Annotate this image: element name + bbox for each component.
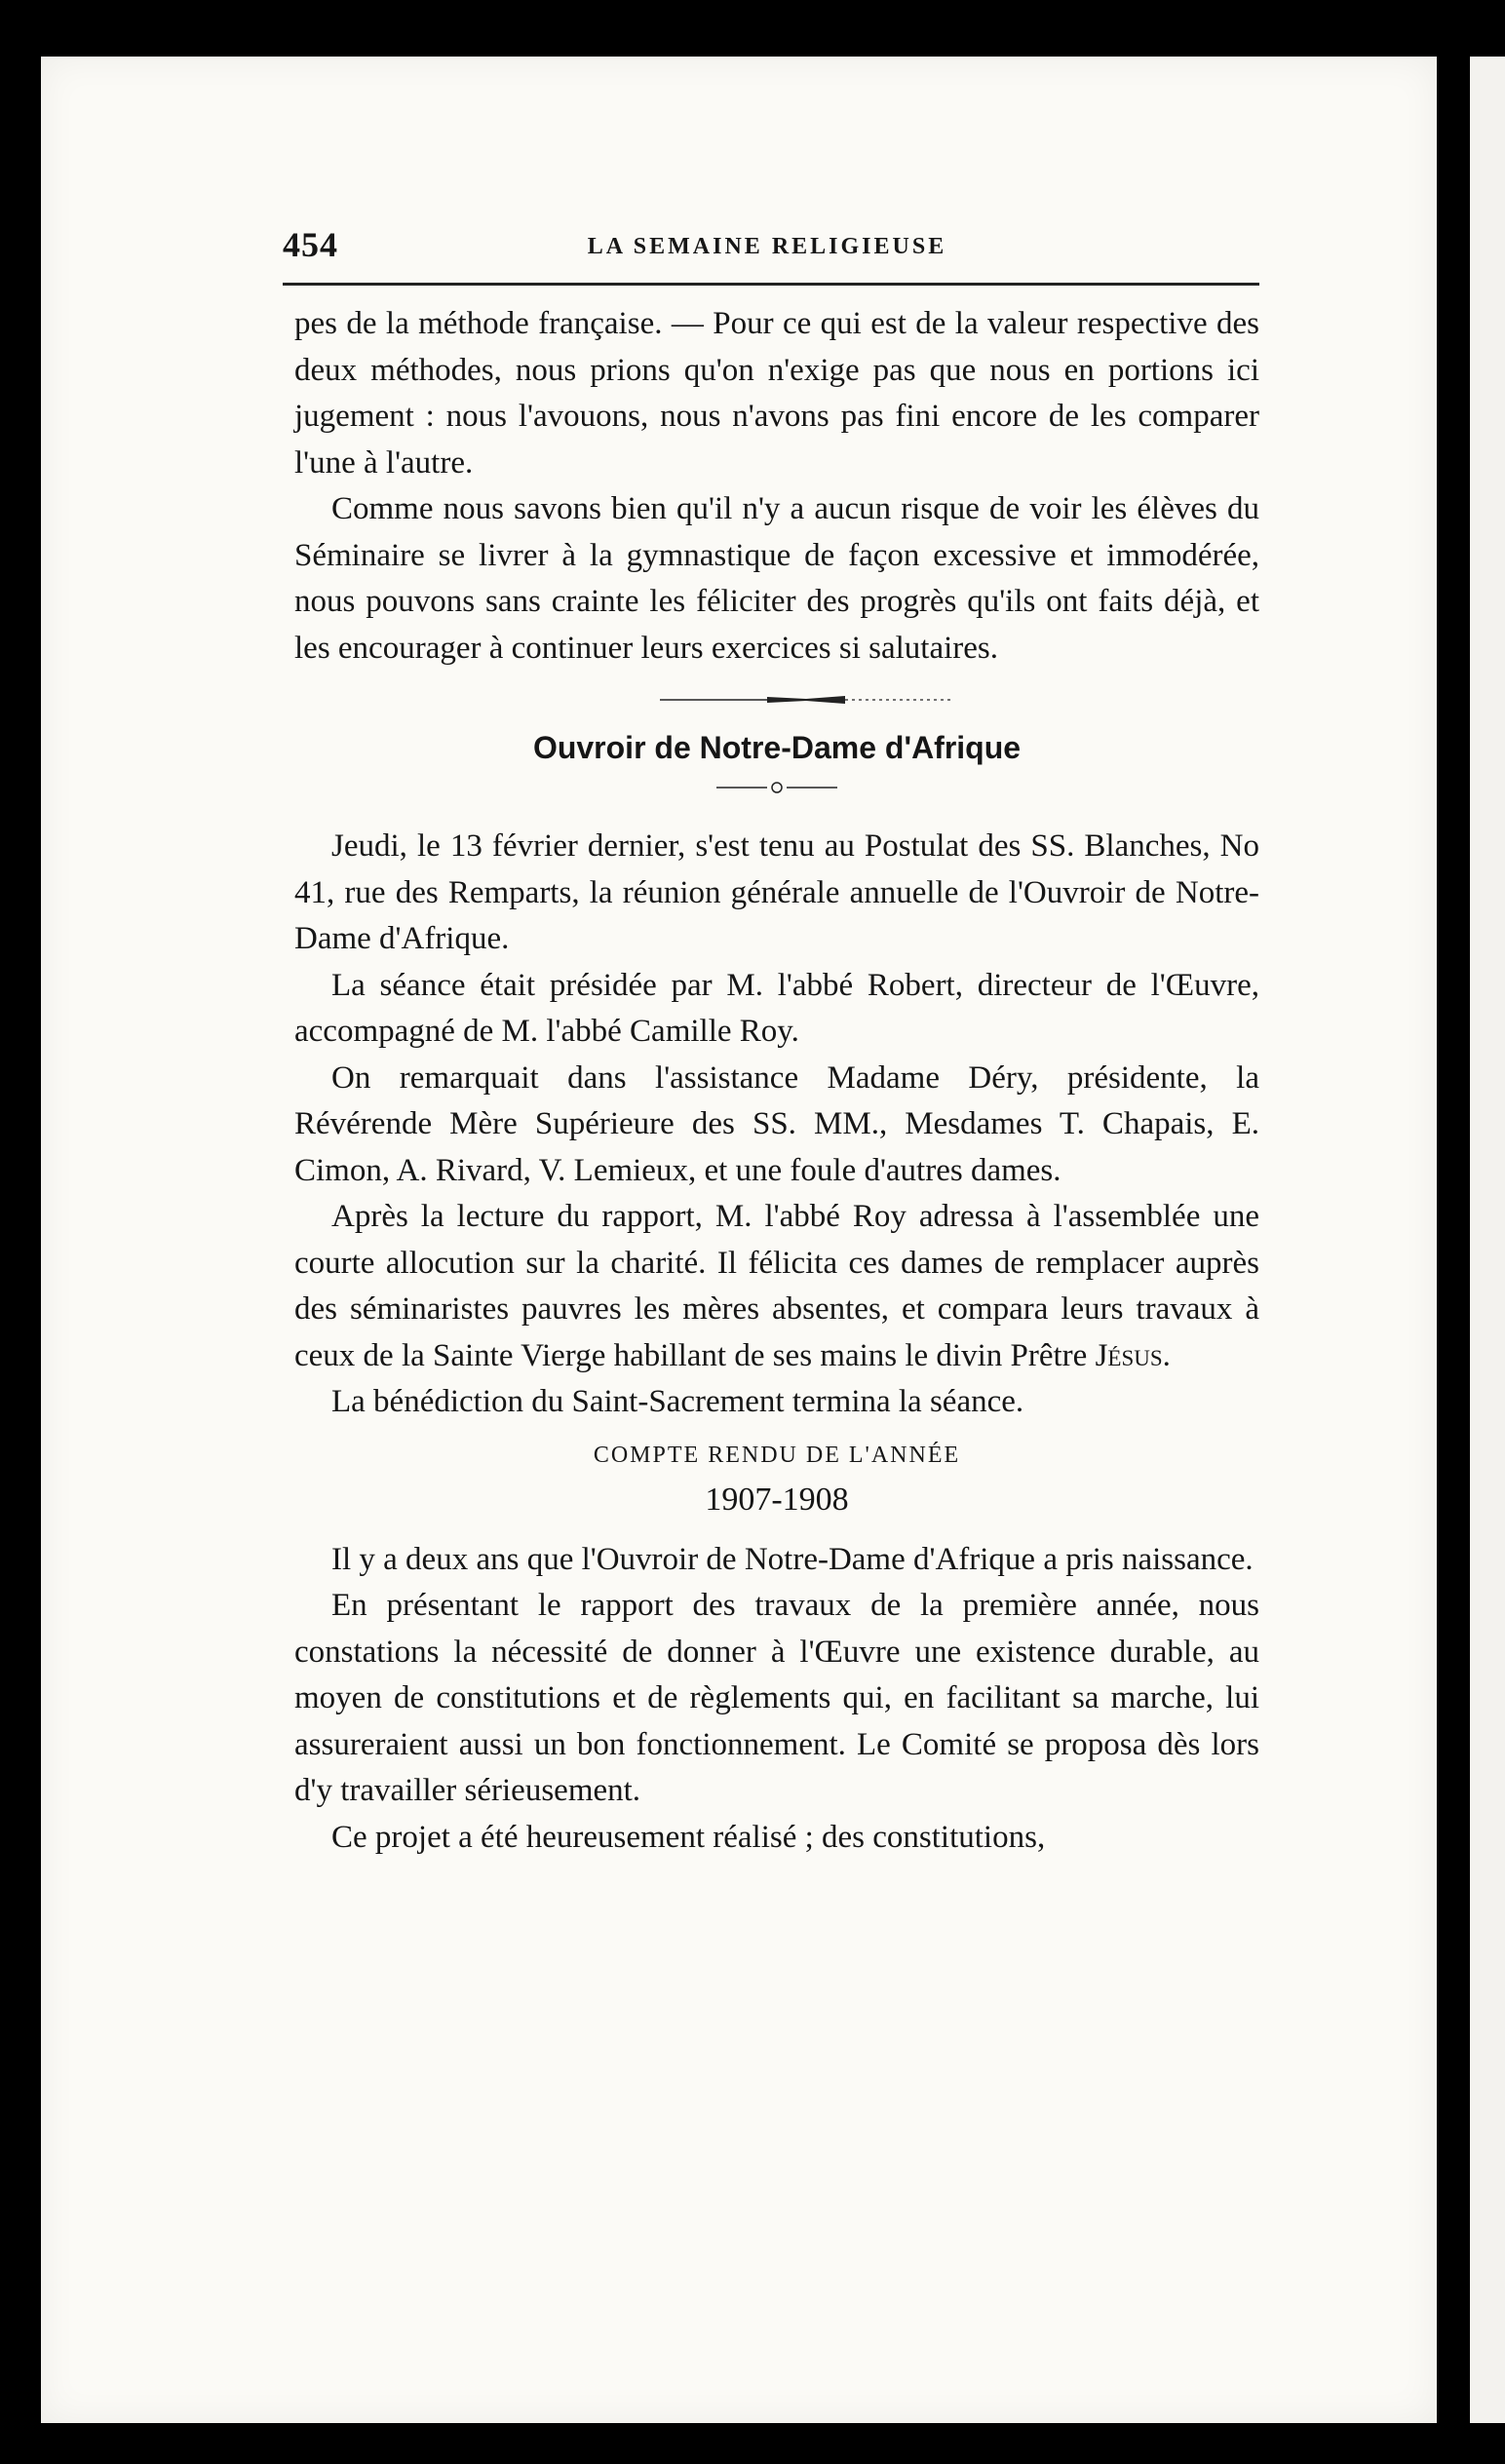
paragraph-meeting: Jeudi, le 13 février dernier, s'est tenu au Postulat des SS. Blanches, No 41, rue des Remparts, la réunion générale annuelle de l'Ouvroir de Notre-Dame d'Afrique. — [294, 828, 1259, 956]
paragraph-benediction: La bénédiction du Saint-Sacrement termina la séance. — [331, 1384, 1024, 1419]
running-title: LA SEMAINE RELIGIEUSE — [587, 234, 947, 259]
paragraph-presided: La séance était présidée par M. l'abbé Robert, directeur de l'Œuvre, accompagné de M. l'abbé Camille Roy. — [294, 967, 1259, 1049]
page-number: 454 — [283, 225, 338, 264]
adjacent-page-edge — [1470, 57, 1505, 2423]
paragraph-allocution — [294, 1194, 1259, 1379]
paragraph-attendance: On remarquait dans l'assistance Madame Déry, présidente, la Révérende Mère Supérieure des SS. MM., Mesdames T. Chapais, E. Cimon, A. Rivard, V. Lemieux, et une foule d'autres dames. — [294, 1059, 1259, 1188]
paragraph-origin: Il y a deux ans que l'Ouvroir de Notre-Dame d'Afrique a pris naissance. — [331, 1541, 1254, 1577]
paragraph-continued: pes de la méthode française. — Pour ce qui est de la valeur respective des deux méthodes, nous prions qu'on n'exige pas que nous en portions ici jugement : nous l'avouons, nous n'avons pas fini encore de les comparer l'une à l'autre. — [294, 306, 1259, 481]
running-header — [255, 224, 1279, 267]
divider-circle-icon — [709, 778, 845, 797]
report-year: 1907-1908 — [705, 1481, 849, 1518]
section-title: Ouvroir de Notre-Dame d'Afrique — [532, 730, 1022, 765]
report-subheading: COMPTE RENDU DE L'ANNÉE — [593, 1442, 961, 1468]
paragraph-gymnastics: Comme nous savons bien qu'il n'y a aucun risque de voir les élèves du Séminaire se livrer à la gymnastique de façon excessive et immodérée, nous pouvons sans crainte les féliciter des progrès qu'ils ont faits déjà, et les encourager à continuer leurs exercices si salutaires. — [294, 491, 1259, 666]
page-content — [255, 224, 1279, 1861]
allocution-end: . — [1162, 1337, 1171, 1373]
body-text — [294, 301, 1259, 1861]
allocution-text: Après la lecture du rapport, M. l'abbé Roy adressa à l'assemblée une courte allocution sur la charité. Il félicita ces dames de remplacer auprès des séminaristes pauvres les mères absentes, et compara leurs travaux à ceux de la Sainte Vierge habillant de ses mains le divin Prêtre — [294, 1199, 1259, 1373]
ornament-rule-icon — [660, 690, 952, 710]
header-rule — [283, 283, 1259, 286]
paragraph-constitution: En présentant le rapport des travaux de la première année, nous constations la nécessité de donner à l'Œuvre une existence durable, au moyen de constitutions et de règlements qui, en facilitant sa marche, lui assureraient aussi un bon fonctionnement. Le Comité se proposa dès lors d'y travailler sérieusement. — [294, 1588, 1259, 1808]
section-divider — [294, 771, 1259, 804]
paragraph-project: Ce projet a été heureusement réalisé ; des constitutions, — [331, 1819, 1046, 1855]
allocution-name: Jésus — [1095, 1337, 1163, 1373]
section-ornament — [353, 679, 1259, 720]
